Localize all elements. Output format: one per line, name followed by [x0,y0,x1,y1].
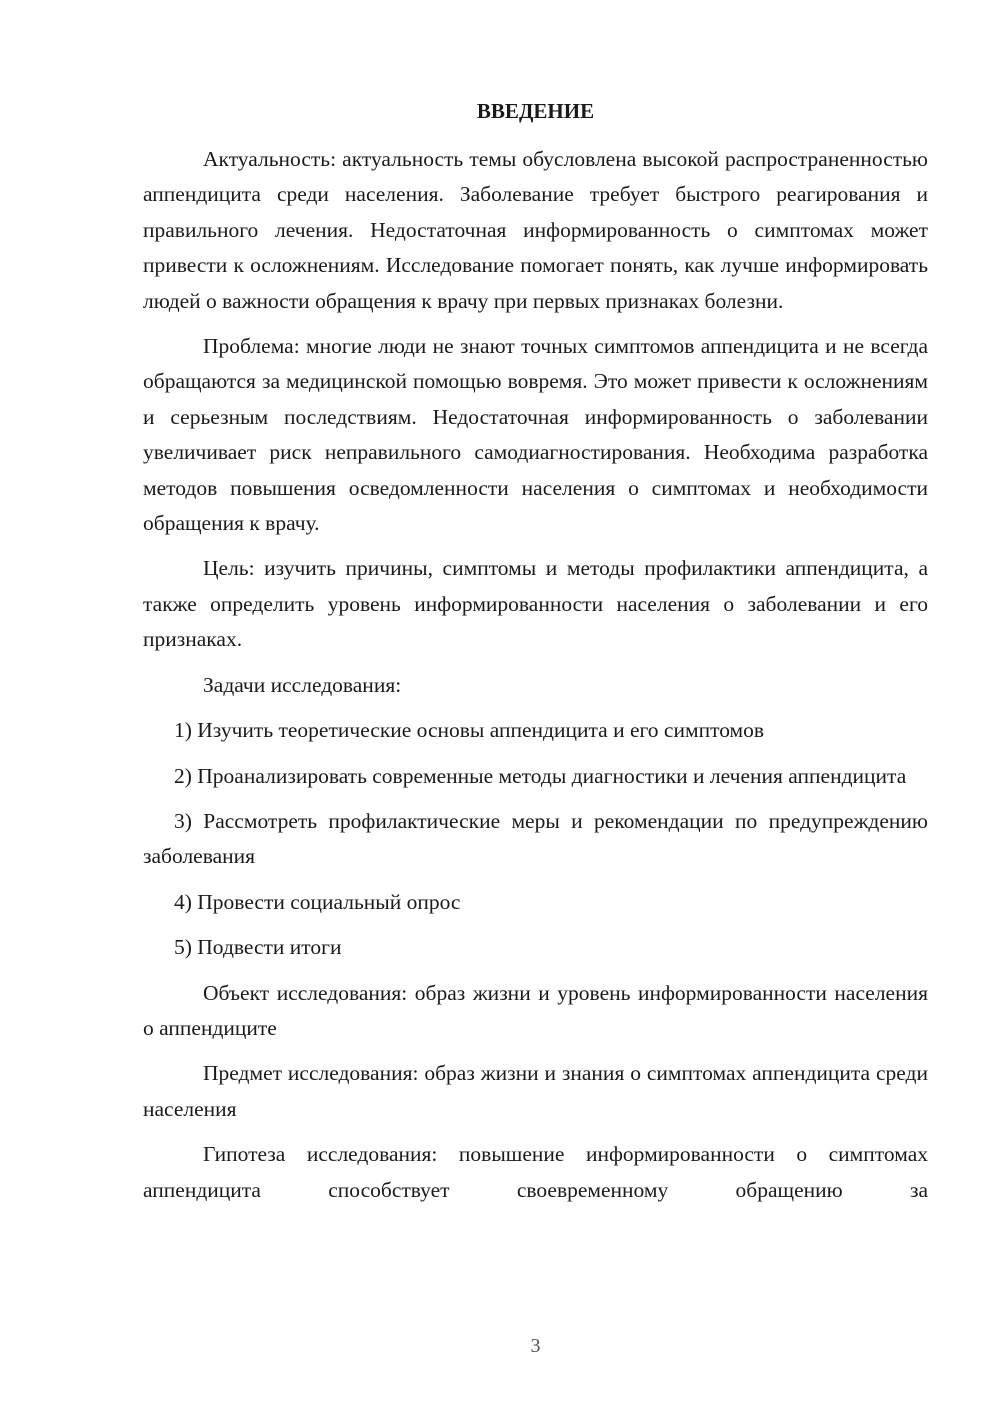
task-item-4: 4) Провести социальный опрос [174,889,461,914]
task-item-1: 1) Изучить теоретические основы аппендицита и его симптомов [174,718,765,743]
paragraph-goal: Цель: изучить причины, симптомы и методы профилактики аппендицита, а также определить уровень информированности населения о заболевании и его признаках. [143,556,928,652]
paragraph-relevance: Актуальность: актуальность темы обусловлена высокой распространенностью аппендицита среди населения. Заболевание требует быстрого реагирования и правильного лечения. Недостаточная информированность о симптомах может привести к осложнениям. Исследование помогает понять, как лучше информировать людей о важности обращения к врачу при первых признаках болезни. [143,147,928,313]
task-item-3: 3) Рассмотреть профилактические меры и рекомендации по предупреждению заболевания [143,808,928,869]
task-item-2: 2) Проанализировать современные методы диагностики и лечения аппендицита [174,763,907,788]
page-number: 3 [530,1335,541,1357]
page-title: ВВЕДЕНИЕ [476,99,595,123]
paragraph-subject: Предмет исследования: образ жизни и знания о симптомах аппендицита среди населения [143,1061,928,1121]
task-item-5: 5) Подвести итоги [174,935,342,960]
paragraph-tasks-heading: Задачи исследования: [203,672,402,697]
document-body [143,142,928,1208]
paragraph-hypothesis: Гипотеза исследования: повышение информированности о симптомах аппендицита способствует своевременному обращению за [143,1142,928,1202]
paragraph-object: Объект исследования: образ жизни и уровень информированности населения о аппендиците [143,980,928,1040]
paragraph-problem: Проблема: многие люди не знают точных симптомов аппендицита и не всегда обращаются за медицинской помощью вовремя. Это может привести к осложнениям и серьезным последствиям. Недостаточная информированность о заболевании увеличивает риск неправильного самодиагностирования. Необходима разработка методов повышения осведомленности населения о симптомах и необходимости обращения к врачу. [143,334,928,536]
document-page [143,0,928,1414]
